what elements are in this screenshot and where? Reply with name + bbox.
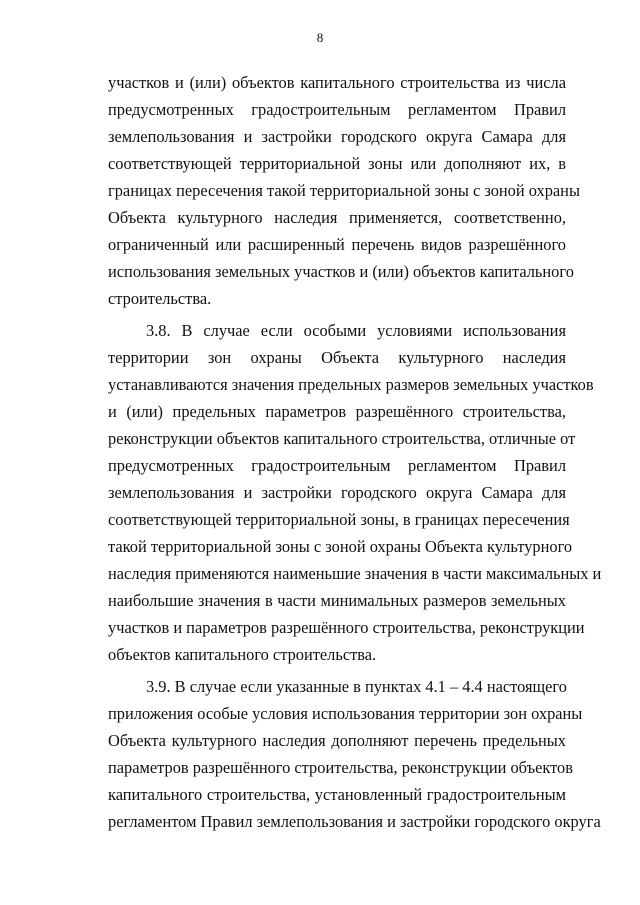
- text-line: ограниченный или расширенный перечень видов разрешённого: [108, 235, 566, 254]
- text-line: соответствующей территориальной зоны или дополняют их, в: [108, 154, 566, 173]
- text-line: 3.9. В случае если указанные в пунктах 4.1 – 4.4 настоящего: [146, 677, 567, 696]
- paragraph: [108, 673, 601, 835]
- text-line: реконструкции объектов капитального строительства, отличные от: [108, 429, 576, 448]
- text-line: территории зон охраны Объекта культурного наследия: [108, 348, 566, 367]
- text-line: наследия применяются наименьшие значения в части максимальных и: [108, 564, 602, 583]
- paragraph: [108, 69, 580, 312]
- text-line: участков и (или) объектов капитального строительства из числа: [108, 73, 566, 92]
- text-line: и (или) предельных параметров разрешённого строительства,: [108, 402, 566, 421]
- text-line: 3.8. В случае если особыми условиями использования: [146, 321, 566, 340]
- text-line: соответствующей территориальной зоны, в границах пересечения: [108, 510, 570, 529]
- text-line: объектов капитального строительства.: [108, 645, 377, 664]
- text-line: предусмотренных градостроительным регламентом Правил: [108, 456, 566, 475]
- text-line: такой территориальной зоны с зоной охраны Объекта культурного: [108, 537, 573, 556]
- text-line: наибольшие значения в части минимальных размеров земельных: [108, 591, 566, 610]
- text-line: границах пересечения такой территориальной зоны с зоной охраны: [108, 181, 580, 200]
- text-line: параметров разрешённого строительства, реконструкции объектов: [108, 758, 573, 777]
- page-number: 8: [316, 30, 324, 45]
- text-line: землепользования и застройки городского округа Самара для: [108, 127, 566, 146]
- text-line: устанавливаются значения предельных размеров земельных участков: [108, 375, 594, 394]
- document-body: [108, 69, 602, 835]
- text-line: приложения особые условия использования территории зон охраны: [108, 704, 583, 723]
- text-line: использования земельных участков и (или) объектов капитального: [108, 262, 574, 281]
- text-line: Объекта культурного наследия дополняют перечень предельных: [108, 731, 566, 750]
- text-line: строительства.: [108, 289, 212, 308]
- text-line: землепользования и застройки городского округа Самара для: [108, 483, 566, 502]
- text-line: регламентом Правил землепользования и застройки городского округа: [108, 812, 601, 831]
- text-line: капитального строительства, установленный градостроительным: [108, 785, 566, 804]
- text-line: Объекта культурного наследия применяется, соответственно,: [108, 208, 566, 227]
- paragraph: [108, 317, 602, 668]
- text-line: участков и параметров разрешённого строительства, реконструкции: [108, 618, 585, 637]
- text-line: предусмотренных градостроительным регламентом Правил: [108, 100, 566, 119]
